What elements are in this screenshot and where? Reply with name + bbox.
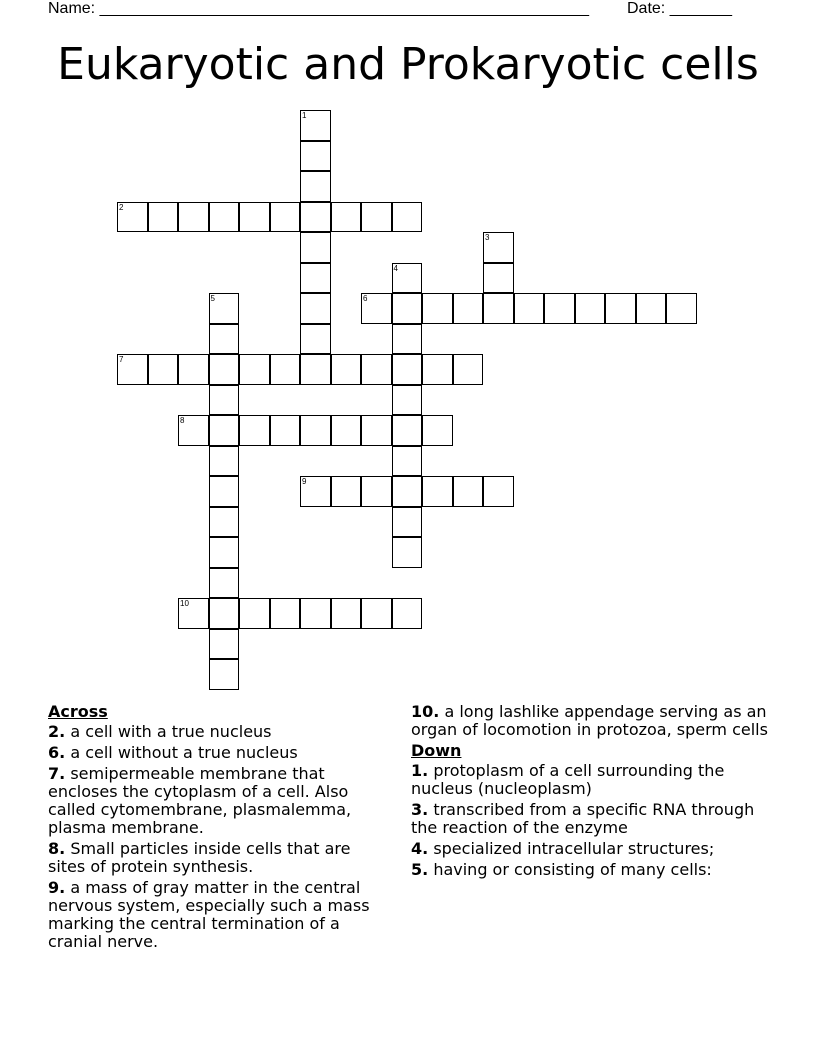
across-clue-10 bbox=[411, 703, 781, 739]
clue-text: a cell without a true nucleus bbox=[70, 743, 298, 762]
clue-number: 7. bbox=[48, 764, 66, 783]
crossword-cell[interactable] bbox=[392, 354, 423, 385]
clue-number: 8. bbox=[48, 839, 66, 858]
crossword-cell[interactable] bbox=[422, 293, 453, 324]
cell-number: 9 bbox=[302, 477, 307, 486]
crossword-cell[interactable] bbox=[209, 476, 240, 507]
cell-number: 3 bbox=[485, 233, 490, 242]
crossword-cell[interactable] bbox=[483, 476, 514, 507]
clue-number: 9. bbox=[48, 878, 66, 897]
clue-text: a mass of gray matter in the central nervous system, especially such a mass marking the central termination of a cranial nerve. bbox=[48, 878, 370, 951]
crossword-cell[interactable] bbox=[392, 537, 423, 568]
crossword-cell[interactable] bbox=[300, 171, 331, 202]
clue-number: 10. bbox=[411, 702, 440, 721]
crossword-cell[interactable] bbox=[483, 263, 514, 294]
across-clue-8 bbox=[48, 840, 388, 876]
cell-number: 4 bbox=[393, 263, 398, 273]
crossword-cell[interactable] bbox=[209, 415, 240, 446]
crossword-cell[interactable] bbox=[422, 415, 453, 446]
crossword-cell[interactable] bbox=[331, 476, 362, 507]
down-heading: Down bbox=[411, 741, 462, 760]
down-clue-4 bbox=[411, 840, 781, 858]
crossword-cell[interactable] bbox=[117, 202, 148, 233]
crossword-cell[interactable] bbox=[239, 202, 270, 233]
crossword-cell[interactable] bbox=[422, 354, 453, 385]
cell-number: 6 bbox=[363, 294, 368, 303]
crossword-cell[interactable] bbox=[422, 476, 453, 507]
crossword-cell[interactable] bbox=[300, 110, 331, 141]
crossword-cell[interactable] bbox=[361, 415, 392, 446]
crossword-cell[interactable] bbox=[300, 141, 331, 172]
crossword-cell[interactable] bbox=[483, 293, 514, 324]
crossword-cell[interactable] bbox=[300, 476, 331, 507]
crossword-cell[interactable] bbox=[331, 598, 362, 629]
crossword-cell[interactable] bbox=[331, 415, 362, 446]
crossword-cell[interactable] bbox=[209, 507, 240, 538]
crossword-cell[interactable] bbox=[331, 202, 362, 233]
crossword-cell[interactable] bbox=[209, 324, 240, 355]
crossword-cell[interactable] bbox=[300, 202, 331, 233]
crossword-cell[interactable] bbox=[392, 446, 423, 477]
crossword-cell[interactable] bbox=[636, 293, 667, 324]
crossword-cell[interactable] bbox=[209, 598, 240, 629]
crossword-cell[interactable] bbox=[361, 598, 392, 629]
crossword-cell[interactable] bbox=[300, 232, 331, 263]
crossword-cell[interactable] bbox=[300, 415, 331, 446]
crossword-cell[interactable] bbox=[575, 293, 606, 324]
down-clue-3 bbox=[411, 801, 781, 837]
down-clue-5 bbox=[411, 861, 781, 879]
clue-text: protoplasm of a cell surrounding the nucleus (nucleoplasm) bbox=[411, 761, 725, 798]
crossword-cell[interactable] bbox=[117, 354, 148, 385]
cell-number: 1 bbox=[302, 111, 307, 120]
clue-text: having or consisting of many cells: bbox=[433, 860, 712, 879]
clues-left-column bbox=[48, 703, 388, 954]
clue-number: 3. bbox=[411, 800, 429, 819]
crossword-cell[interactable] bbox=[361, 202, 392, 233]
crossword-cell[interactable] bbox=[209, 446, 240, 477]
clue-number: 5. bbox=[411, 860, 429, 879]
crossword-cell[interactable] bbox=[453, 293, 484, 324]
crossword-cell[interactable] bbox=[331, 354, 362, 385]
crossword-cell[interactable] bbox=[483, 232, 514, 263]
across-clue-9 bbox=[48, 879, 388, 951]
crossword-cell[interactable] bbox=[209, 629, 240, 660]
crossword-cell[interactable] bbox=[209, 537, 240, 568]
name-field-label[interactable]: Name: _______________________________________________________ bbox=[48, 0, 589, 17]
crossword-cell[interactable] bbox=[453, 354, 484, 385]
crossword-cell[interactable] bbox=[392, 263, 423, 294]
crossword-cell[interactable] bbox=[178, 354, 209, 385]
crossword-cell[interactable] bbox=[392, 598, 423, 629]
crossword-cell[interactable] bbox=[392, 385, 423, 416]
clue-text: transcribed from a specific RNA through the reaction of the enzyme bbox=[411, 800, 755, 837]
clue-text: specialized intracellular structures; bbox=[433, 839, 715, 858]
down-clue-1 bbox=[411, 762, 781, 798]
crossword-cell[interactable] bbox=[361, 354, 392, 385]
across-clue-2 bbox=[48, 723, 388, 741]
crossword-cell[interactable] bbox=[666, 293, 697, 324]
crossword-cell[interactable] bbox=[514, 293, 545, 324]
clue-text: semipermeable membrane that encloses the cytoplasm of a cell. Also called cytomembrane, plasmalemma, plasma membrane. bbox=[48, 764, 352, 837]
crossword-cell[interactable] bbox=[605, 293, 636, 324]
crossword-cell[interactable] bbox=[453, 476, 484, 507]
crossword-cell[interactable] bbox=[270, 598, 301, 629]
crossword-cell[interactable] bbox=[209, 202, 240, 233]
clue-number: 6. bbox=[48, 743, 66, 762]
crossword-cell[interactable] bbox=[209, 354, 240, 385]
crossword-cell[interactable] bbox=[148, 202, 179, 233]
across-clue-6 bbox=[48, 744, 388, 762]
date-field-label[interactable]: Date: _______ bbox=[627, 0, 732, 17]
crossword-cell[interactable] bbox=[392, 507, 423, 538]
clue-number: 2. bbox=[48, 722, 66, 741]
clue-number: 4. bbox=[411, 839, 429, 858]
crossword-cell[interactable] bbox=[209, 293, 240, 324]
crossword-cell[interactable] bbox=[270, 202, 301, 233]
crossword-cell[interactable] bbox=[544, 293, 575, 324]
clue-text: a cell with a true nucleus bbox=[70, 722, 272, 741]
crossword-cell[interactable] bbox=[239, 354, 270, 385]
clue-text: a long lashlike appendage serving as an organ of locomotion in protozoa, sperm cells bbox=[411, 702, 768, 739]
crossword-cell[interactable] bbox=[300, 354, 331, 385]
crossword-cell[interactable] bbox=[300, 263, 331, 294]
crossword-cell[interactable] bbox=[209, 385, 240, 416]
crossword-cell[interactable] bbox=[300, 293, 331, 324]
crossword-cell[interactable] bbox=[209, 568, 240, 599]
crossword-cell[interactable] bbox=[392, 202, 423, 233]
crossword-cell[interactable] bbox=[392, 415, 423, 446]
crossword-cell[interactable] bbox=[392, 324, 423, 355]
crossword-cell[interactable] bbox=[300, 598, 331, 629]
clue-text: Small particles inside cells that are sites of protein synthesis. bbox=[48, 839, 351, 876]
cell-number: 2 bbox=[119, 202, 124, 212]
page-title: Eukaryotic and Prokaryotic cells bbox=[57, 39, 759, 90]
clue-number: 1. bbox=[411, 761, 429, 780]
crossword-cell[interactable] bbox=[239, 598, 270, 629]
crossword-cell[interactable] bbox=[239, 415, 270, 446]
across-clue-7 bbox=[48, 765, 388, 837]
crossword-cell[interactable] bbox=[300, 324, 331, 355]
crossword-cell[interactable] bbox=[392, 476, 423, 507]
cell-number: 8 bbox=[180, 416, 185, 425]
crossword-cell[interactable] bbox=[178, 415, 209, 446]
cell-number: 5 bbox=[210, 294, 215, 303]
crossword-cell[interactable] bbox=[148, 354, 179, 385]
across-heading: Across bbox=[48, 702, 108, 721]
crossword-cell[interactable] bbox=[270, 415, 301, 446]
crossword-cell[interactable] bbox=[178, 202, 209, 233]
clues-right-column bbox=[411, 703, 781, 882]
crossword-cell[interactable] bbox=[392, 293, 423, 324]
crossword-cell[interactable] bbox=[361, 476, 392, 507]
crossword-cell[interactable] bbox=[178, 598, 209, 629]
cell-number: 10 bbox=[180, 599, 189, 608]
crossword-cell[interactable] bbox=[209, 659, 240, 690]
crossword-cell[interactable] bbox=[270, 354, 301, 385]
crossword-cell[interactable] bbox=[361, 293, 392, 324]
cell-number: 7 bbox=[119, 355, 124, 364]
